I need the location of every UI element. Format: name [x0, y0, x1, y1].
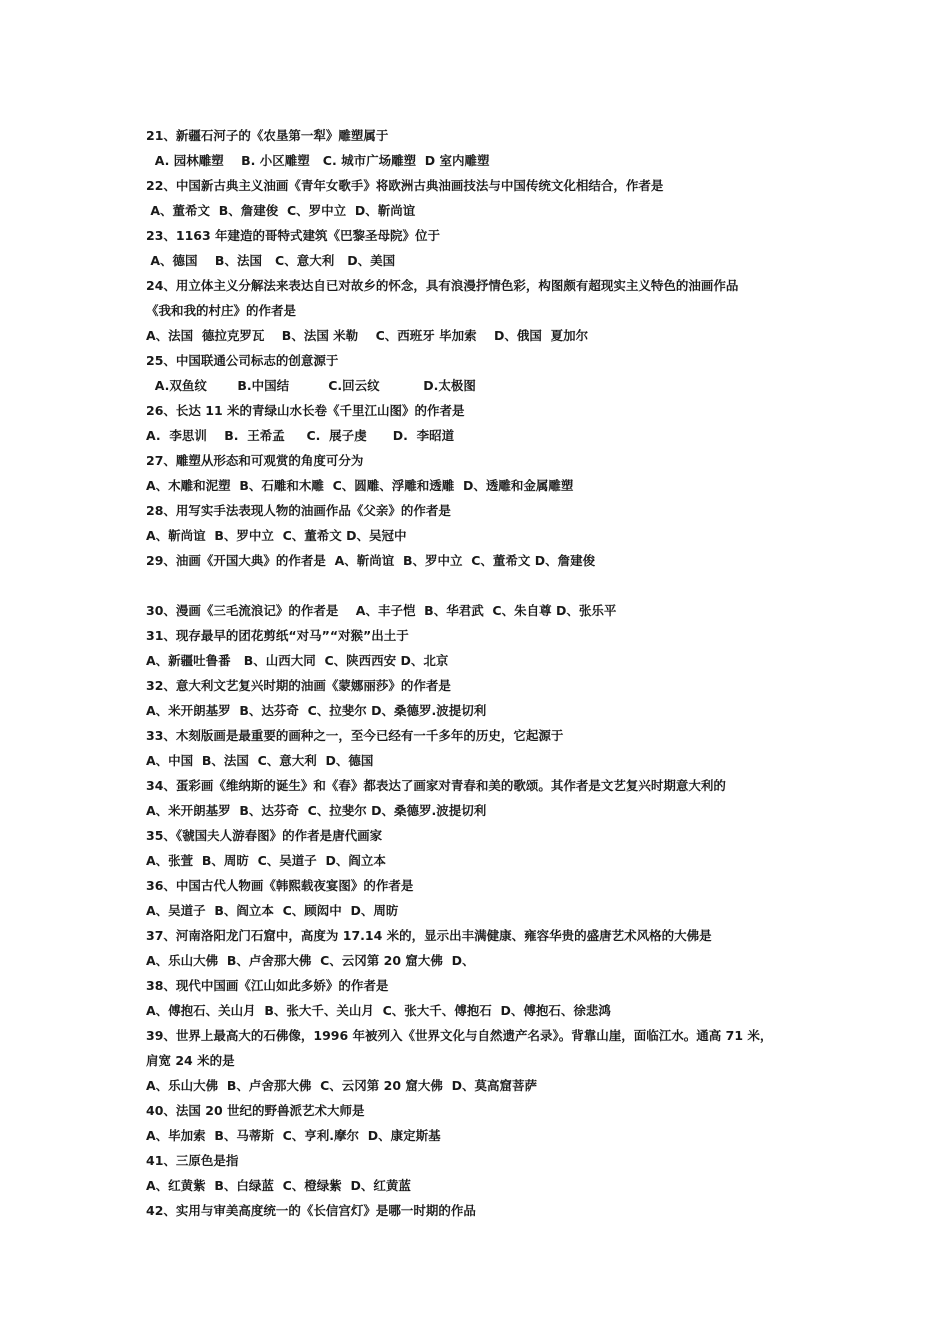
question-37-stem: 37、河南洛阳龙门石窟中，高度为 17.14 米的，显示出丰满健康、雍容华贵的盛唐艺术风格的大佛是	[146, 928, 712, 943]
question-27-options: A、木雕和泥塑 B、石雕和木雕 C、圆雕、浮雕和透雕 D、透雕和金属雕塑	[146, 478, 574, 493]
question-34-options: A、米开朗基罗 B、达芬奇 C、拉斐尔 D、桑德罗.波提切利	[146, 803, 487, 818]
question-38-stem: 38、现代中国画《江山如此多娇》的作者是	[146, 978, 389, 993]
question-25-options: A.双鱼纹 B.中国结 C.回云纹 D.太极图	[146, 378, 476, 393]
question-36-stem: 36、中国古代人物画《韩熙载夜宴图》的作者是	[146, 878, 414, 893]
question-39-stem-cont: 肩宽 24 米的是	[146, 1053, 235, 1068]
question-26-stem: 26、长达 11 米的青绿山水长卷《千里江山图》的作者是	[146, 403, 465, 418]
question-39-stem: 39、世界上最高大的石佛像，1996 年被列入《世界文化与自然遗产名录》。背靠山崖，面临江水。通高 71 米，	[146, 1028, 773, 1043]
question-list	[146, 123, 816, 1223]
question-34-stem: 34、蛋彩画《维纳斯的诞生》和《春》都表达了画家对青春和美的歌颂。其作者是文艺复兴时期意大利的	[146, 778, 726, 793]
question-36-options: A、吴道子 B、阎立本 C、顾闳中 D、周昉	[146, 903, 399, 918]
question-31-stem: 31、现存最早的团花剪纸“对马”“对猴”出土于	[146, 628, 409, 643]
question-23-stem: 23、1163 年建造的哥特式建筑《巴黎圣母院》位于	[146, 228, 441, 243]
question-28-options: A、靳尚谊 B、罗中立 C、董希文 D、吴冠中	[146, 528, 407, 543]
blank-line	[146, 573, 816, 598]
question-37-options: A、乐山大佛 B、卢舍那大佛 C、云冈第 20 窟大佛 D、	[146, 953, 475, 968]
question-24-options: A、法国 德拉克罗瓦 B、法国 米勒 C、西班牙 毕加索 D、俄国 夏加尔	[146, 328, 589, 343]
question-24-stem: 24、用立体主义分解法来表达自已对故乡的怀念，具有浪漫抒情色彩，构图颇有超现实主义特色的油画作品	[146, 278, 739, 293]
question-33-options: A、中国 B、法国 C、意大利 D、德国	[146, 753, 374, 768]
question-39-options: A、乐山大佛 B、卢舍那大佛 C、云冈第 20 窟大佛 D、莫高窟菩萨	[146, 1078, 537, 1093]
question-41-stem: 41、三原色是指	[146, 1153, 239, 1168]
question-29: 29、油画《开国大典》的作者是 A、靳尚谊 B、罗中立 C、董希文 D、詹建俊	[146, 553, 596, 568]
question-32-options: A、米开朗基罗 B、达芬奇 C、拉斐尔 D、桑德罗.波提切利	[146, 703, 487, 718]
question-38-options: A、傅抱石、关山月 B、张大千、关山月 C、张大千、傅抱石 D、傅抱石、徐悲鸿	[146, 1003, 611, 1018]
question-23-options: A、德国 B、法国 C、意大利 D、美国	[146, 253, 396, 268]
question-41-options: A、红黄紫 B、白绿蓝 C、橙绿紫 D、红黄蓝	[146, 1178, 411, 1193]
question-22-stem: 22、中国新古典主义油画《青年女歌手》将欧洲古典油画技法与中国传统文化相结合，作者是	[146, 178, 664, 193]
question-21-options: A. 园林雕塑 B. 小区雕塑 C. 城市广场雕塑 D 室内雕塑	[146, 153, 490, 168]
question-28-stem: 28、用写实手法表现人物的油画作品《父亲》的作者是	[146, 503, 451, 518]
question-35-stem: 35、《虢国夫人游春图》的作者是唐代画家	[146, 828, 383, 843]
question-22-options: A、董希文 B、詹建俊 C、罗中立 D、靳尚谊	[146, 203, 416, 218]
question-27-stem: 27、雕塑从形态和可观赏的角度可分为	[146, 453, 364, 468]
question-33-stem: 33、木刻版画是最重要的画种之一，至今已经有一千多年的历史，它起源于	[146, 728, 564, 743]
question-26-options: A. 李思训 B. 王希孟 C. 展子虔 D. 李昭道	[146, 428, 455, 443]
question-40-stem: 40、法国 20 世纪的野兽派艺术大师是	[146, 1103, 365, 1118]
question-24-stem-cont: 《我和我的村庄》的作者是	[146, 303, 297, 318]
question-35-options: A、张萱 B、周昉 C、吴道子 D、阎立本	[146, 853, 386, 868]
question-42-stem: 42、实用与审美高度统一的《长信宫灯》是哪一时期的作品	[146, 1203, 476, 1218]
question-32-stem: 32、意大利文艺复兴时期的油画《蒙娜丽莎》的作者是	[146, 678, 451, 693]
question-25-stem: 25、中国联通公司标志的创意源于	[146, 353, 339, 368]
question-31-options: A、新疆吐鲁番 B、山西大同 C、陕西西安 D、北京	[146, 653, 449, 668]
question-21-stem: 21、新疆石河子的《农垦第一犁》雕塑属于	[146, 128, 389, 143]
question-40-options: A、毕加索 B、马蒂斯 C、亨利.摩尔 D、康定斯基	[146, 1128, 441, 1143]
question-30: 30、漫画《三毛流浪记》的作者是 A、丰子恺 B、华君武 C、朱自尊 D、张乐平	[146, 603, 617, 618]
